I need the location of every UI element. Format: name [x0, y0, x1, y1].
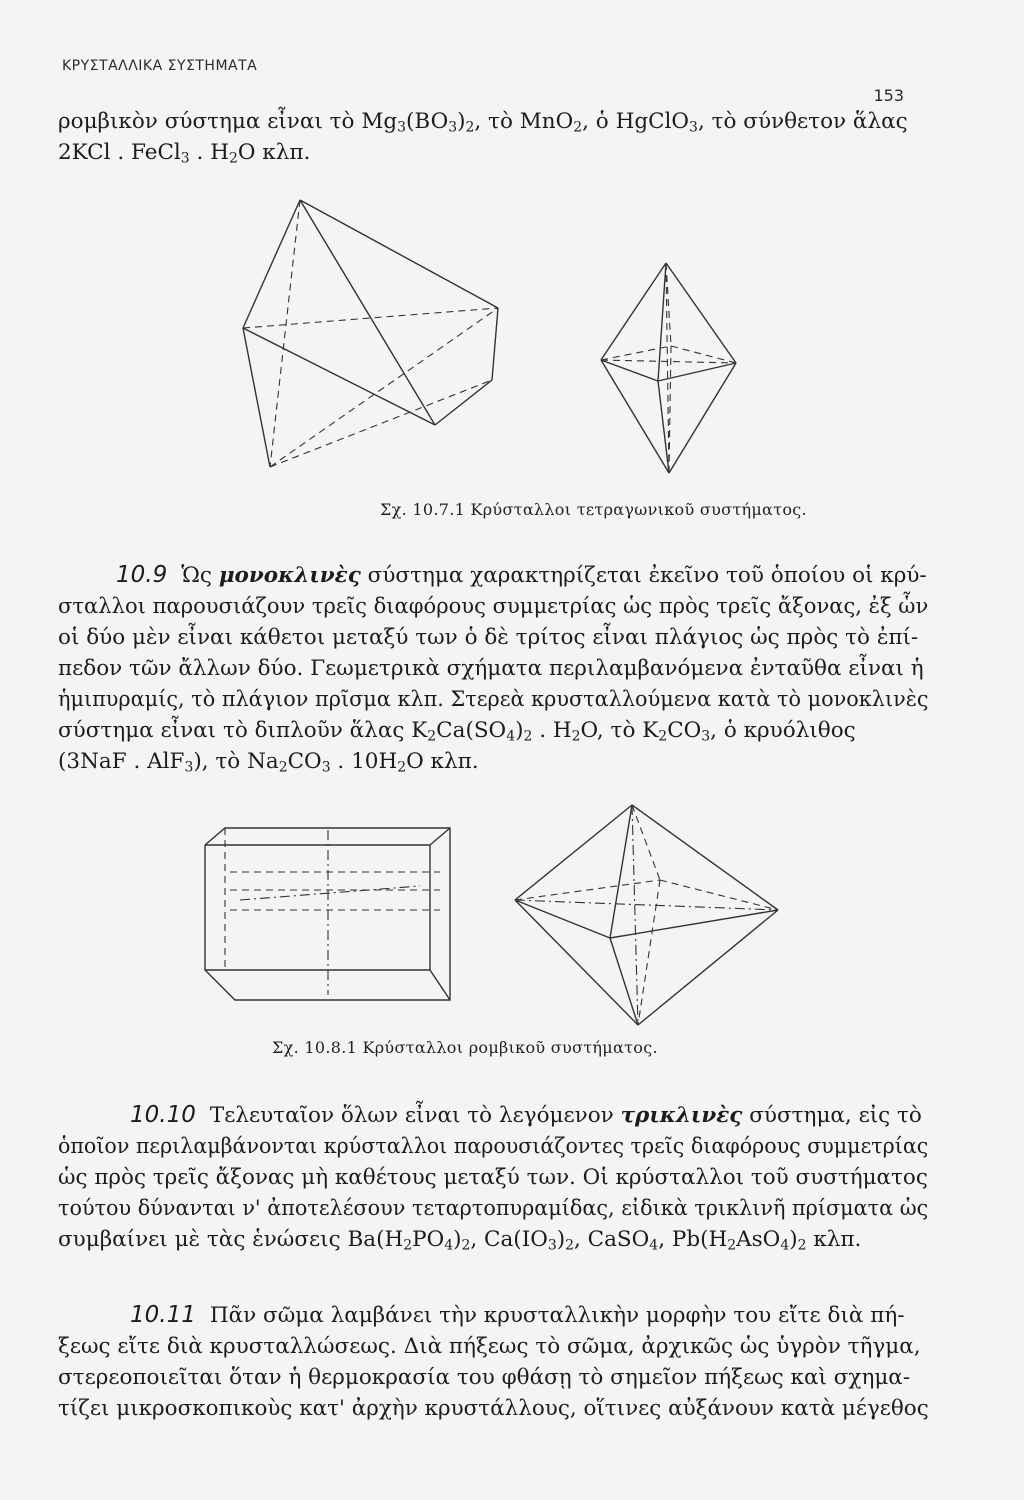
section-number: 10.11 [130, 1302, 196, 1328]
text-line: συμβαίνει μὲ τὰς ἑνώσεις $Ba(H_2PO_4)_2$, $Ca(IO_3)_2$, CaSO$_4$, $Pb(H_2AsO_4)_2$ κλπ. [58, 1227, 862, 1254]
section-number: 10.9 [116, 562, 168, 588]
figure-tetragonal-crystals [240, 195, 760, 495]
orthorhombic-bipyramid-drawing [515, 805, 778, 1025]
text-line: ὁποῖον περιλαμβάνονται κρύσταλλοι παρουσιάζοντες τρεῖς διαφόρους συμμετρίας [58, 1134, 929, 1159]
text-line: οἱ δύο μὲν εἶναι κάθετοι μεταξύ των ὁ δὲ τρίτος εἶναι πλάγιος ὡς πρὸς τὸ ἐπί- [58, 625, 919, 650]
section-10-9 [58, 560, 928, 777]
text-line: (3NaF . AlF$_3$), τὸ $Na_2CO_3$ . $10H_2O$ κλπ. [58, 749, 479, 776]
text-line: ξεως εἴτε διὰ κρυσταλλώσεως. Διὰ πήξεως τὸ σῶμα, ἀρχικῶς ὡς ὑγρὸν τῆγμα, [58, 1334, 921, 1359]
text-line: 10.10 Τελευταῖον ὅλων εἶναι τὸ λεγόμενον τρικλινὲς σύστημα, εἰς τὸ [130, 1102, 922, 1128]
text-line: στερεοποιεῖται ὅταν ἡ θερμοκρασία του φθάσῃ τὸ σημεῖον πήξεως καὶ σχημα- [58, 1365, 911, 1390]
text-line: τίζει μικροσκοπικοὺς κατ' ἀρχὴν κρυστάλλους, οἵτινες αὐξάνουν κατὰ μέγεθος [58, 1396, 929, 1421]
section-10-10 [58, 1100, 928, 1255]
section-number: 10.10 [130, 1102, 196, 1128]
text-line: πεδον τῶν ἄλλων δύο. Γεωμετρικὰ σχήματα περιλαμβανόμενα ἐνταῦθα εἶναι ἡ [58, 656, 924, 681]
section-10-11 [58, 1300, 928, 1424]
text-line: 10.9 Ὡς μονοκλινὲς σύστημα χαρακτηρίζεται ἐκεῖνο τοῦ ὁποίου οἱ κρύ- [116, 562, 927, 588]
tetragonal-pyramid-drawing [243, 200, 498, 467]
text-line: ρομβικὸν σύστημα εἶναι τὸ $Mg_3(BO_3)_2$, τὸ MnO$_2$, ὁ HgClO$_3$, τὸ σύνθετον ἅλας [58, 109, 908, 136]
running-title: ΚΡΥΣΤΑΛΛΙΚΑ ΣΥΣΤΗΜΑΤΑ [62, 58, 258, 74]
page-number: 153 [873, 86, 904, 105]
figure-caption: Σχ. 10.8.1 Κρύσταλλοι ρομβικοῦ συστήματος. [272, 1038, 658, 1057]
text-line: ἡμιπυραμίς, τὸ πλάγιον πρῖσμα κλπ. Στερεὰ κρυσταλλούμενα κατὰ τὸ μονοκλινὲς [58, 687, 929, 712]
text-line: ὡς πρὸς τρεῖς ἄξονας μὴ καθέτους μεταξύ των. Οἱ κρύσταλλοι τοῦ συστήματος [58, 1165, 928, 1190]
tetragonal-bipyramid-drawing [601, 263, 736, 473]
intro-paragraph [58, 106, 928, 168]
figure-orthorhombic-crystals [200, 800, 800, 1030]
text-line: σύστημα εἶναι τὸ διπλοῦν ἅλας $K_2Ca(SO_4)_2$ . $H_2O$, τὸ $K_2CO_3$, ὁ κρυόλιθος [58, 718, 856, 745]
text-line: τούτου δύνανται ν' ἀποτελέσουν τεταρτοπυραμίδας, εἰδικὰ τρικλινῆ πρίσματα ὡς [58, 1196, 929, 1221]
text-line: 2KCl . FeCl$_3$ . $H_2O$ κλπ. [58, 140, 311, 167]
text-line: 10.11 Πᾶν σῶμα λαμβάνει τὴν κρυσταλλικὴν μορφὴν του εἴτε διὰ πή- [130, 1302, 905, 1328]
figure-caption: Σχ. 10.7.1 Κρύσταλλοι τετραγωνικοῦ συστήματος. [380, 500, 807, 519]
orthorhombic-prism-drawing [205, 828, 450, 1000]
text-line: σταλλοι παρουσιάζουν τρεῖς διαφόρους συμμετρίας ὡς πρὸς τρεῖς ἄξονας, ἐξ ὧν [58, 594, 929, 619]
